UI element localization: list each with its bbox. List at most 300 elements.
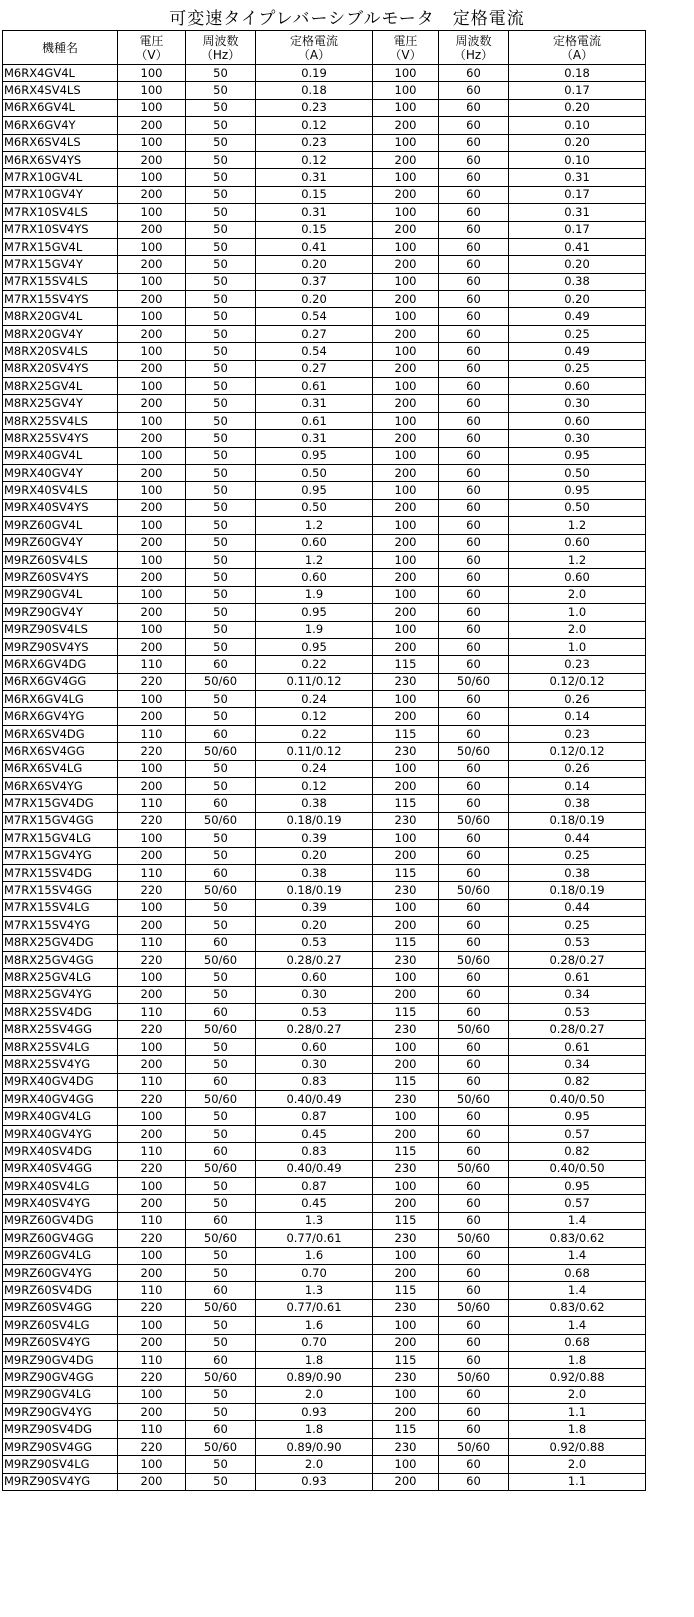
current-cell-2: 2.0 bbox=[509, 1386, 646, 1403]
current-cell-2: 0.28/0.27 bbox=[509, 951, 646, 968]
voltage-cell: 200 bbox=[118, 1264, 186, 1281]
table-row bbox=[3, 204, 646, 221]
current-cell: 0.30 bbox=[256, 1056, 373, 1073]
voltage-cell-2: 230 bbox=[373, 1438, 439, 1455]
model-cell: M6RX6GV4YG bbox=[3, 708, 118, 725]
voltage-cell-2: 200 bbox=[373, 430, 439, 447]
frequency-cell: 50/60 bbox=[186, 812, 256, 829]
table-row bbox=[3, 691, 646, 708]
table-row bbox=[3, 1247, 646, 1264]
frequency-cell: 50 bbox=[186, 256, 256, 273]
current-cell-2: 0.57 bbox=[509, 1195, 646, 1212]
frequency-cell: 60 bbox=[186, 1143, 256, 1160]
current-cell-2: 0.50 bbox=[509, 464, 646, 481]
voltage-cell: 200 bbox=[118, 847, 186, 864]
current-cell: 0.95 bbox=[256, 638, 373, 655]
current-cell-2: 1.4 bbox=[509, 1317, 646, 1334]
model-cell: M9RZ90SV4LS bbox=[3, 621, 118, 638]
voltage-cell-2: 100 bbox=[373, 343, 439, 360]
current-cell: 0.31 bbox=[256, 169, 373, 186]
table-row bbox=[3, 1038, 646, 1055]
current-cell: 0.60 bbox=[256, 1038, 373, 1055]
frequency-cell-2: 50/60 bbox=[439, 951, 509, 968]
current-cell-2: 0.34 bbox=[509, 1056, 646, 1073]
current-cell: 0.38 bbox=[256, 795, 373, 812]
voltage-cell: 200 bbox=[118, 325, 186, 342]
header-row bbox=[3, 31, 646, 65]
voltage-cell-2: 100 bbox=[373, 1247, 439, 1264]
model-cell: M9RX40GV4GG bbox=[3, 1091, 118, 1108]
table-row bbox=[3, 517, 646, 534]
voltage-cell-2: 230 bbox=[373, 1160, 439, 1177]
current-cell-2: 1.1 bbox=[509, 1473, 646, 1490]
voltage-cell: 200 bbox=[118, 221, 186, 238]
current-cell-2: 0.14 bbox=[509, 778, 646, 795]
frequency-cell: 50 bbox=[186, 343, 256, 360]
frequency-cell: 50 bbox=[186, 82, 256, 99]
current-cell-2: 2.0 bbox=[509, 586, 646, 603]
current-cell-2: 0.61 bbox=[509, 969, 646, 986]
model-cell: M9RZ90SV4LG bbox=[3, 1456, 118, 1473]
current-cell-2: 0.53 bbox=[509, 1004, 646, 1021]
table-row bbox=[3, 99, 646, 116]
model-cell: M9RZ90GV4GG bbox=[3, 1369, 118, 1386]
frequency-cell-2: 50/60 bbox=[439, 1160, 509, 1177]
table-row bbox=[3, 1473, 646, 1490]
current-cell-2: 0.95 bbox=[509, 1108, 646, 1125]
voltage-cell: 200 bbox=[118, 395, 186, 412]
model-cell: M9RX40SV4YG bbox=[3, 1195, 118, 1212]
current-cell-2: 0.92/0.88 bbox=[509, 1369, 646, 1386]
frequency-cell: 50 bbox=[186, 221, 256, 238]
current-cell: 0.40/0.49 bbox=[256, 1160, 373, 1177]
model-cell: M7RX10GV4Y bbox=[3, 186, 118, 203]
voltage-cell-2: 200 bbox=[373, 1195, 439, 1212]
voltage-cell: 100 bbox=[118, 65, 186, 82]
table-row bbox=[3, 1369, 646, 1386]
frequency-cell-2: 60 bbox=[439, 969, 509, 986]
voltage-cell-2: 200 bbox=[373, 638, 439, 655]
voltage-cell-2: 200 bbox=[373, 604, 439, 621]
current-cell-2: 0.49 bbox=[509, 343, 646, 360]
current-cell-2: 1.8 bbox=[509, 1421, 646, 1438]
table-row bbox=[3, 760, 646, 777]
current-cell-2: 0.25 bbox=[509, 325, 646, 342]
header-frequency-50hz: 周波数 （Hz） bbox=[186, 31, 256, 65]
voltage-cell-2: 100 bbox=[373, 204, 439, 221]
current-cell-2: 0.20 bbox=[509, 134, 646, 151]
frequency-cell: 50 bbox=[186, 621, 256, 638]
current-cell-2: 0.30 bbox=[509, 430, 646, 447]
model-cell: M6RX6GV4LG bbox=[3, 691, 118, 708]
voltage-cell: 110 bbox=[118, 795, 186, 812]
frequency-cell: 50 bbox=[186, 204, 256, 221]
frequency-cell: 50 bbox=[186, 482, 256, 499]
frequency-cell: 60 bbox=[186, 1073, 256, 1090]
current-cell-2: 0.10 bbox=[509, 117, 646, 134]
model-cell: M9RZ60GV4LG bbox=[3, 1247, 118, 1264]
current-cell: 0.31 bbox=[256, 395, 373, 412]
frequency-cell: 50 bbox=[186, 464, 256, 481]
table-row bbox=[3, 238, 646, 255]
model-cell: M9RZ90GV4L bbox=[3, 586, 118, 603]
frequency-cell-2: 60 bbox=[439, 1004, 509, 1021]
model-cell: M8RX25SV4YS bbox=[3, 430, 118, 447]
frequency-cell-2: 50/60 bbox=[439, 1230, 509, 1247]
model-cell: M9RZ90GV4LG bbox=[3, 1386, 118, 1403]
frequency-cell: 60 bbox=[186, 1212, 256, 1229]
frequency-cell-2: 60 bbox=[439, 482, 509, 499]
frequency-cell-2: 60 bbox=[439, 343, 509, 360]
model-cell: M8RX20GV4L bbox=[3, 308, 118, 325]
frequency-cell-2: 60 bbox=[439, 656, 509, 673]
table-row bbox=[3, 1456, 646, 1473]
frequency-cell: 50 bbox=[186, 847, 256, 864]
frequency-cell-2: 60 bbox=[439, 691, 509, 708]
header-voltage-60hz: 電圧 （V） bbox=[373, 31, 439, 65]
frequency-cell: 50 bbox=[186, 273, 256, 290]
frequency-cell-2: 60 bbox=[439, 99, 509, 116]
voltage-cell-2: 100 bbox=[373, 1317, 439, 1334]
frequency-cell: 50 bbox=[186, 1404, 256, 1421]
frequency-cell-2: 60 bbox=[439, 1178, 509, 1195]
current-cell-2: 0.40/0.50 bbox=[509, 1091, 646, 1108]
model-cell: M8RX25SV4LG bbox=[3, 1038, 118, 1055]
frequency-cell-2: 50/60 bbox=[439, 1299, 509, 1316]
voltage-cell: 100 bbox=[118, 1386, 186, 1403]
frequency-cell-2: 60 bbox=[439, 430, 509, 447]
voltage-cell: 100 bbox=[118, 343, 186, 360]
table-row bbox=[3, 708, 646, 725]
table-row bbox=[3, 430, 646, 447]
voltage-cell: 100 bbox=[118, 378, 186, 395]
voltage-cell-2: 100 bbox=[373, 586, 439, 603]
model-cell: M7RX15GV4LG bbox=[3, 830, 118, 847]
frequency-cell: 50 bbox=[186, 760, 256, 777]
current-cell-2: 0.95 bbox=[509, 447, 646, 464]
table-row bbox=[3, 134, 646, 151]
table-row bbox=[3, 482, 646, 499]
voltage-cell-2: 115 bbox=[373, 1282, 439, 1299]
frequency-cell: 50 bbox=[186, 986, 256, 1003]
voltage-cell: 110 bbox=[118, 1282, 186, 1299]
frequency-cell: 50 bbox=[186, 151, 256, 168]
frequency-cell: 50/60 bbox=[186, 1230, 256, 1247]
current-cell-2: 0.57 bbox=[509, 1125, 646, 1142]
table-row bbox=[3, 917, 646, 934]
frequency-cell-2: 50/60 bbox=[439, 1021, 509, 1038]
current-cell-2: 0.28/0.27 bbox=[509, 1021, 646, 1038]
model-cell: M9RX40SV4DG bbox=[3, 1143, 118, 1160]
header-model: 機種名 bbox=[3, 31, 118, 65]
voltage-cell: 220 bbox=[118, 812, 186, 829]
current-cell: 0.95 bbox=[256, 482, 373, 499]
frequency-cell: 60 bbox=[186, 1351, 256, 1368]
frequency-cell: 60 bbox=[186, 1004, 256, 1021]
model-cell: M6RX4GV4L bbox=[3, 65, 118, 82]
frequency-cell-2: 60 bbox=[439, 151, 509, 168]
frequency-cell-2: 60 bbox=[439, 412, 509, 429]
current-cell: 0.28/0.27 bbox=[256, 951, 373, 968]
voltage-cell-2: 200 bbox=[373, 186, 439, 203]
current-cell: 0.83 bbox=[256, 1073, 373, 1090]
model-cell: M8RX25GV4LG bbox=[3, 969, 118, 986]
frequency-cell: 50/60 bbox=[186, 743, 256, 760]
voltage-cell-2: 230 bbox=[373, 1230, 439, 1247]
voltage-cell: 100 bbox=[118, 1317, 186, 1334]
frequency-cell-2: 60 bbox=[439, 864, 509, 881]
voltage-cell-2: 115 bbox=[373, 1004, 439, 1021]
voltage-cell-2: 200 bbox=[373, 1125, 439, 1142]
table-row bbox=[3, 934, 646, 951]
current-cell: 0.70 bbox=[256, 1334, 373, 1351]
model-cell: M9RZ60GV4GG bbox=[3, 1230, 118, 1247]
voltage-cell-2: 100 bbox=[373, 691, 439, 708]
frequency-cell-2: 60 bbox=[439, 1038, 509, 1055]
voltage-cell-2: 230 bbox=[373, 743, 439, 760]
frequency-cell-2: 60 bbox=[439, 1334, 509, 1351]
current-cell: 0.18 bbox=[256, 82, 373, 99]
model-cell: M6RX6SV4GG bbox=[3, 743, 118, 760]
model-cell: M9RX40GV4Y bbox=[3, 464, 118, 481]
current-cell: 0.50 bbox=[256, 499, 373, 516]
model-cell: M7RX15SV4LG bbox=[3, 899, 118, 916]
voltage-cell: 220 bbox=[118, 743, 186, 760]
current-cell-2: 0.95 bbox=[509, 1178, 646, 1195]
table-row bbox=[3, 725, 646, 742]
voltage-cell: 100 bbox=[118, 412, 186, 429]
voltage-cell-2: 200 bbox=[373, 569, 439, 586]
table-row bbox=[3, 1317, 646, 1334]
table-row bbox=[3, 778, 646, 795]
table-row bbox=[3, 638, 646, 655]
frequency-cell-2: 60 bbox=[439, 517, 509, 534]
header-voltage-50hz: 電圧 （V） bbox=[118, 31, 186, 65]
current-cell-2: 0.31 bbox=[509, 169, 646, 186]
frequency-cell-2: 60 bbox=[439, 134, 509, 151]
current-cell-2: 0.83/0.62 bbox=[509, 1299, 646, 1316]
model-cell: M7RX10SV4YS bbox=[3, 221, 118, 238]
voltage-cell-2: 230 bbox=[373, 882, 439, 899]
table-row bbox=[3, 1386, 646, 1403]
current-cell-2: 0.14 bbox=[509, 708, 646, 725]
voltage-cell: 200 bbox=[118, 430, 186, 447]
table-row bbox=[3, 1178, 646, 1195]
model-cell: M8RX20SV4LS bbox=[3, 343, 118, 360]
table-row bbox=[3, 743, 646, 760]
current-cell: 0.18/0.19 bbox=[256, 882, 373, 899]
voltage-cell-2: 100 bbox=[373, 378, 439, 395]
voltage-cell: 200 bbox=[118, 1195, 186, 1212]
table-row bbox=[3, 1143, 646, 1160]
voltage-cell: 100 bbox=[118, 1108, 186, 1125]
frequency-cell: 50 bbox=[186, 1178, 256, 1195]
model-cell: M9RZ90SV4DG bbox=[3, 1421, 118, 1438]
voltage-cell-2: 100 bbox=[373, 308, 439, 325]
current-cell-2: 0.18 bbox=[509, 65, 646, 82]
model-cell: M8RX25GV4GG bbox=[3, 951, 118, 968]
frequency-cell: 50/60 bbox=[186, 1438, 256, 1455]
current-cell-2: 0.50 bbox=[509, 499, 646, 516]
current-cell: 2.0 bbox=[256, 1456, 373, 1473]
voltage-cell-2: 200 bbox=[373, 778, 439, 795]
voltage-cell-2: 200 bbox=[373, 221, 439, 238]
current-cell-2: 2.0 bbox=[509, 1456, 646, 1473]
frequency-cell-2: 60 bbox=[439, 569, 509, 586]
model-cell: M9RZ90GV4YG bbox=[3, 1404, 118, 1421]
table-row bbox=[3, 1125, 646, 1142]
frequency-cell: 50 bbox=[186, 499, 256, 516]
table-row bbox=[3, 1195, 646, 1212]
current-cell-2: 0.68 bbox=[509, 1264, 646, 1281]
current-cell: 0.23 bbox=[256, 134, 373, 151]
frequency-cell: 50 bbox=[186, 1456, 256, 1473]
voltage-cell: 200 bbox=[118, 1334, 186, 1351]
frequency-cell-2: 60 bbox=[439, 1073, 509, 1090]
current-cell-2: 0.23 bbox=[509, 656, 646, 673]
model-cell: M9RZ90GV4Y bbox=[3, 604, 118, 621]
current-cell: 0.95 bbox=[256, 447, 373, 464]
model-cell: M7RX15GV4GG bbox=[3, 812, 118, 829]
voltage-cell-2: 100 bbox=[373, 1456, 439, 1473]
table-row bbox=[3, 795, 646, 812]
voltage-cell: 100 bbox=[118, 586, 186, 603]
model-cell: M8RX25GV4DG bbox=[3, 934, 118, 951]
voltage-cell-2: 100 bbox=[373, 1108, 439, 1125]
table-row bbox=[3, 221, 646, 238]
model-cell: M6RX4SV4LS bbox=[3, 82, 118, 99]
frequency-cell-2: 60 bbox=[439, 1351, 509, 1368]
voltage-cell: 220 bbox=[118, 1230, 186, 1247]
model-cell: M7RX15GV4Y bbox=[3, 256, 118, 273]
voltage-cell: 100 bbox=[118, 82, 186, 99]
frequency-cell: 50 bbox=[186, 534, 256, 551]
voltage-cell: 100 bbox=[118, 134, 186, 151]
voltage-cell: 100 bbox=[118, 204, 186, 221]
table-row bbox=[3, 656, 646, 673]
table-row bbox=[3, 586, 646, 603]
current-cell: 1.6 bbox=[256, 1317, 373, 1334]
current-cell: 1.9 bbox=[256, 621, 373, 638]
voltage-cell: 110 bbox=[118, 1212, 186, 1229]
frequency-cell-2: 60 bbox=[439, 1125, 509, 1142]
frequency-cell-2: 60 bbox=[439, 395, 509, 412]
model-cell: M8RX25SV4LS bbox=[3, 412, 118, 429]
current-cell-2: 0.53 bbox=[509, 934, 646, 951]
current-cell: 0.39 bbox=[256, 899, 373, 916]
voltage-cell: 100 bbox=[118, 621, 186, 638]
frequency-cell-2: 60 bbox=[439, 586, 509, 603]
voltage-cell: 100 bbox=[118, 691, 186, 708]
model-cell: M9RZ60SV4DG bbox=[3, 1282, 118, 1299]
model-cell: M9RZ60GV4DG bbox=[3, 1212, 118, 1229]
frequency-cell-2: 50/60 bbox=[439, 882, 509, 899]
table-row bbox=[3, 899, 646, 916]
voltage-cell: 220 bbox=[118, 882, 186, 899]
table-row bbox=[3, 812, 646, 829]
voltage-cell: 100 bbox=[118, 99, 186, 116]
table-row bbox=[3, 325, 646, 342]
frequency-cell-2: 60 bbox=[439, 638, 509, 655]
voltage-cell-2: 100 bbox=[373, 238, 439, 255]
table-row bbox=[3, 395, 646, 412]
model-cell: M8RX25GV4L bbox=[3, 378, 118, 395]
model-cell: M9RZ90SV4YG bbox=[3, 1473, 118, 1490]
voltage-cell: 220 bbox=[118, 951, 186, 968]
current-cell-2: 1.1 bbox=[509, 1404, 646, 1421]
model-cell: M6RX6SV4LG bbox=[3, 760, 118, 777]
current-cell: 0.87 bbox=[256, 1108, 373, 1125]
voltage-cell: 200 bbox=[118, 291, 186, 308]
model-cell: M9RZ90GV4DG bbox=[3, 1351, 118, 1368]
frequency-cell: 50 bbox=[186, 447, 256, 464]
current-cell-2: 0.17 bbox=[509, 221, 646, 238]
current-cell-2: 0.18/0.19 bbox=[509, 812, 646, 829]
frequency-cell: 50 bbox=[186, 1317, 256, 1334]
frequency-cell: 50 bbox=[186, 1108, 256, 1125]
voltage-cell: 100 bbox=[118, 969, 186, 986]
voltage-cell-2: 200 bbox=[373, 117, 439, 134]
table-row bbox=[3, 1073, 646, 1090]
table-row bbox=[3, 621, 646, 638]
frequency-cell: 50 bbox=[186, 308, 256, 325]
current-cell: 0.20 bbox=[256, 917, 373, 934]
current-cell: 0.83 bbox=[256, 1143, 373, 1160]
voltage-cell: 110 bbox=[118, 725, 186, 742]
frequency-cell-2: 60 bbox=[439, 169, 509, 186]
current-cell: 0.70 bbox=[256, 1264, 373, 1281]
table-row bbox=[3, 1438, 646, 1455]
current-cell-2: 0.20 bbox=[509, 99, 646, 116]
voltage-cell-2: 230 bbox=[373, 1091, 439, 1108]
current-cell-2: 0.60 bbox=[509, 412, 646, 429]
current-cell-2: 0.61 bbox=[509, 1038, 646, 1055]
voltage-cell-2: 200 bbox=[373, 1264, 439, 1281]
voltage-cell-2: 100 bbox=[373, 134, 439, 151]
voltage-cell: 100 bbox=[118, 447, 186, 464]
header-current-50hz: 定格電流 （A） bbox=[256, 31, 373, 65]
frequency-cell-2: 60 bbox=[439, 1386, 509, 1403]
current-cell: 0.15 bbox=[256, 221, 373, 238]
current-cell: 0.31 bbox=[256, 430, 373, 447]
voltage-cell: 220 bbox=[118, 673, 186, 690]
table-row bbox=[3, 412, 646, 429]
current-cell: 0.15 bbox=[256, 186, 373, 203]
frequency-cell-2: 60 bbox=[439, 1282, 509, 1299]
frequency-cell: 50/60 bbox=[186, 673, 256, 690]
frequency-cell-2: 60 bbox=[439, 551, 509, 568]
frequency-cell: 50 bbox=[186, 412, 256, 429]
voltage-cell-2: 200 bbox=[373, 151, 439, 168]
current-cell-2: 0.41 bbox=[509, 238, 646, 255]
frequency-cell: 50 bbox=[186, 325, 256, 342]
voltage-cell: 220 bbox=[118, 1091, 186, 1108]
frequency-cell: 50 bbox=[186, 99, 256, 116]
table-row bbox=[3, 1056, 646, 1073]
current-cell: 0.28/0.27 bbox=[256, 1021, 373, 1038]
voltage-cell-2: 100 bbox=[373, 969, 439, 986]
model-cell: M9RZ60SV4GG bbox=[3, 1299, 118, 1316]
frequency-cell-2: 60 bbox=[439, 725, 509, 742]
table-row bbox=[3, 1230, 646, 1247]
voltage-cell: 100 bbox=[118, 238, 186, 255]
table-row bbox=[3, 464, 646, 481]
model-cell: M7RX15SV4DG bbox=[3, 864, 118, 881]
voltage-cell: 220 bbox=[118, 1160, 186, 1177]
frequency-cell: 50 bbox=[186, 691, 256, 708]
frequency-cell-2: 60 bbox=[439, 221, 509, 238]
frequency-cell-2: 60 bbox=[439, 760, 509, 777]
